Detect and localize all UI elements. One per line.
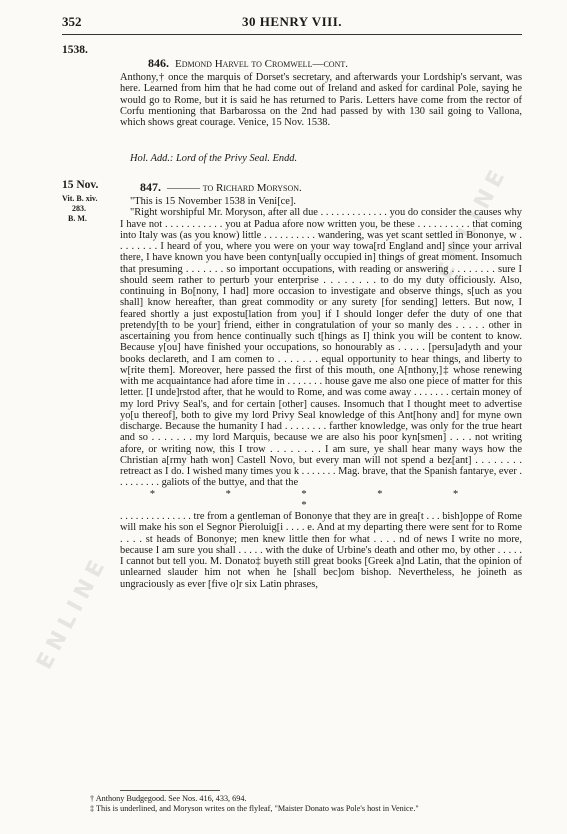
paragraph: "This is 15 November 1538 in Veni[ce]. [130,196,296,207]
running-title: 30 HENRY VIII. [241,14,343,29]
paragraph: "Right worshipful Mr. Moryson, after all due . . . . . . . . . . . . . you do consider the causes why I have not . . . . . . . . . . . you at Padua afore now written you, be these . . . . . . . . . . that coming into Italy was (as you know) little . . . . . . . . . . wandering, was yet scant settled in Bononye, w . . . . . . . . I heard of you, where you were on your way towa[rd England and] since your arrival there, I have known you have been contyn[ually occupied in] things of great moment. Insomuch that presuming . . . . . . . so important occupations, with reading or answering . . . . . . . . sure I should seem rather to perturb your enterprise . . . . . . . . to do my duty officiously. Also, continuing in Bo[nony, I had] more occasion to investigate and observe things, s[uch as you shall] know hereafter, than great commodity or any surety [for sending] letters. But now, I feared shortly a just expostu[lation from you] if I should longer defer the duty of one that pretendy[th to be your] friend, either in congratulation of your so manly des . . . . . other in ascertaining you from hence continually such t[hings as I] think you will be content to know. Because y[ou] have finished your occupations, so honourably as . . . . . [persu]adyth and your books declareth, and I am comen to . . . . . . . equal opportunity to hear things, and liberty to w[rite them]. Moreover, here passed the first of this mouth, one A[nthony,]‡ whose renewing with me acquaintance had afore time in . . . . . . . house gave me also one piece of matter for this letter. [I unde]rstod after, that he would to Rome, and was come away . . . . . . . certain money of my lord Privy Seal's, and for certain [other] causes. Insomuch that I thought meet to advertise yo[u thereof], both to give my lord Privy Seal knowledge of this Ant[hony and] for myne own discharge. Because the humanity I had . . . . . . . . farther knowledge, was only for the true heart and so . . . . . . . my lord Marquis, because we are also his poor kyn[smen] . . . . not writing afore, or writing now, this I trow . . . . . . . . I am sure, ye shall hear many ways how the Christian a[rmy hath won] Castell Novo, but every man will not spend a bez[ant] . . . . . . . . retreact as I do. I wished many times you k . . . . . . . Mag. brave, that the Spanish fantarye, ever . . . . . . . . . galiots of the buttye, and that the [120,207,522,489]
entry-number: 846. [148,56,169,70]
entry-847-heading [140,180,302,195]
footnote-rule [120,790,220,791]
paragraph: Anthony,† once the marquis of Dorset's secretary, and afterwards your Lordship's servant, was here. Learned from him that he had come out of Ireland and asked for cardinal Pole, saying he would go to Rome, but it is said he has returned to Paris. Letters have come from the rector of Corfu mentioning that Barbarossa on the 2nd had passed by with 130 sail going to Vallona, which shows great courage. Venice, 15 Nov. 1538. [120,72,522,128]
ref-line: B. M. [68,214,87,223]
manuscript-reference [62,194,98,224]
watermark-stamp: ENLINE [432,161,513,284]
footnote: ‡ This is underlined, and Moryson writes on the flyleaf, "Maister Donato was Pole's host in Venice." [90,803,419,813]
page-number: 352 [62,14,82,29]
ref-line: Vit. B. xiv. [62,194,98,203]
ref-line: 283. [72,204,86,213]
entry-title: ——— to Richard Moryson. [167,182,302,194]
entry-846-endorsement: Hol. Add.: Lord of the Privy Seal. Endd. [130,153,298,164]
year-marker: 1538. [62,44,88,56]
entry-number: 847. [140,180,161,194]
header-rule [62,34,522,35]
running-head [62,14,522,30]
footnote: † Anthony Budgegood. See Nos. 416, 433, 694. [90,794,247,803]
entry-846-heading [148,56,348,71]
watermark-stamp: ENLINE [32,551,113,674]
footnotes [90,794,522,813]
entry-title: Edmond Harvel to Cromwell—cont. [175,58,348,70]
entry-846-body [120,72,522,128]
entry-date: 15 Nov. [62,179,99,191]
omission-marks: * * * * * * [149,488,493,511]
paragraph: . . . . . . . . . . . . . . tre from a gentleman of Bononye that they are in grea[t . . . bish]oppe of Rome will make his son el Segnor Pieroluig[i . . . . e. And at my departing there were sent for to Rome . . . . st heads of Bononye; men knew little then for what . . . . nd of news I write no more, because I am sure you shall . . . . . with the duke of Urbine's death and other mo, by other . . . . . I cannot but tell you. M. Donato‡ buyeth still great books [Greek a]nd Latin, that the opinion of unlearned slauder him not when he [shall bec]om bishop. Nevertheless, he joineth as ungraciously as ever [five o]r six Latin phrases, [120,511,522,590]
entry-847-margin [62,180,98,224]
